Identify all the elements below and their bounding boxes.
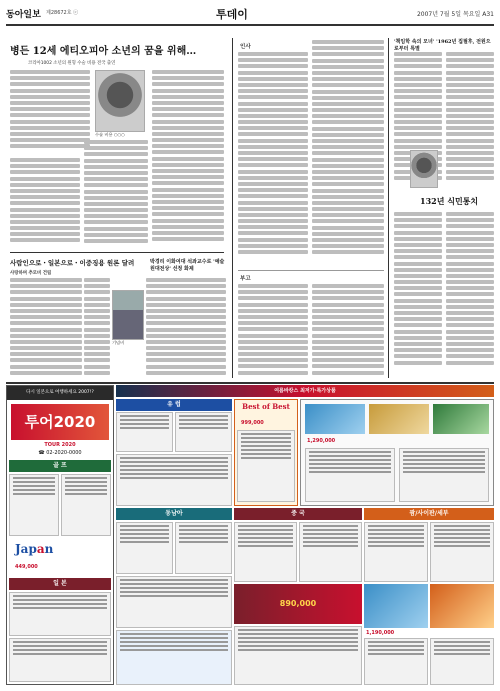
- story2-text-col3: [146, 278, 226, 378]
- guam-beach-photo: [364, 584, 428, 628]
- europe-cell[interactable]: [116, 454, 232, 506]
- city-photo: [369, 404, 429, 434]
- southeast-asia-header: 동남아: [116, 508, 232, 520]
- southeast-cell[interactable]: [116, 630, 232, 685]
- newspaper-logo: 동아일보: [6, 10, 41, 20]
- golf-cell[interactable]: [9, 474, 59, 536]
- guam-cell[interactable]: [364, 638, 428, 685]
- issue-date: 2007년 7월 5일 목요일 A31: [416, 11, 494, 18]
- europe-cell[interactable]: [116, 412, 173, 452]
- story2-text-col1: [10, 278, 82, 378]
- mountain-photo: [433, 404, 489, 434]
- story2-photo-caption: 기념비: [112, 340, 125, 345]
- japan-cell[interactable]: [9, 638, 111, 682]
- essay-col2: [446, 52, 494, 192]
- tour-banner: 다시 일본으로 여행하세요 2007!?: [7, 386, 113, 400]
- southeast-cell[interactable]: [116, 576, 232, 628]
- best-cell[interactable]: [237, 430, 295, 502]
- essay-photo: [410, 150, 438, 188]
- price: 890,000: [279, 599, 317, 608]
- essay-title: '책임학 속의 모녀' '1962년 집필후, 전원으로부터 특별: [394, 39, 491, 52]
- ad-section-rule: [6, 382, 494, 384]
- package-cell[interactable]: [305, 448, 395, 502]
- story1-photo-caption: 수술 비용 ○○○: [95, 132, 125, 137]
- holiday-col1: [394, 212, 442, 378]
- guam-sunset-photo: [430, 584, 494, 628]
- column-divider: [388, 38, 389, 378]
- obituary-col2: [312, 284, 384, 378]
- japan-cell[interactable]: [9, 592, 111, 636]
- guam-cell[interactable]: [430, 638, 494, 685]
- top-strip-banner[interactable]: 여름바캉스 최저가·특가상품: [116, 385, 494, 397]
- guam-saipan-header: 괌/사이판/세부: [364, 508, 494, 520]
- story3-headline: 박경리 이화여대 석좌교수로 '예술원대전상' 선정 화제: [150, 259, 225, 272]
- best-title: Best of Best: [242, 402, 290, 411]
- holiday-title: 132년 식민통치: [420, 196, 479, 206]
- masthead: [6, 6, 494, 26]
- price: 1,190,000: [366, 630, 395, 636]
- japan-header: 일 본: [9, 578, 111, 590]
- china-header: 중 국: [234, 508, 362, 520]
- china-cell[interactable]: [299, 522, 362, 582]
- tour-logo-sub: TOUR 2020: [44, 442, 76, 448]
- section-title: 투데이: [216, 8, 248, 21]
- story1-headline: 병든 12세 에티오피아 소년의 꿈을 위해…: [10, 46, 197, 57]
- divider: [238, 270, 384, 271]
- guam-cell[interactable]: [430, 522, 494, 582]
- japan-logo: Japan: [15, 542, 54, 556]
- golf-header: 골 프: [9, 460, 111, 472]
- price: 449,000: [15, 564, 38, 570]
- story1-text-col2: [10, 158, 80, 248]
- story1-byline: 코리아1002 소년의 원형 수술 비용 전국 출연: [28, 61, 116, 66]
- package-ad[interactable]: [300, 399, 494, 506]
- southeast-cell[interactable]: [116, 522, 173, 574]
- story2-text-col2: [84, 278, 110, 378]
- obituary-col1: [238, 284, 308, 378]
- europe-cell[interactable]: [175, 412, 232, 452]
- price: 999,000: [241, 420, 264, 426]
- china-cell[interactable]: [234, 626, 362, 685]
- obituary-title: 부고: [240, 276, 251, 282]
- story2-subhead: 사랑하며 추모비 건립: [10, 271, 52, 276]
- tour-ad[interactable]: [6, 385, 114, 685]
- story2-photo: [112, 290, 144, 340]
- issue-number: 제28672호 ⓒ: [46, 10, 79, 16]
- southeast-cell[interactable]: [175, 522, 232, 574]
- story1-photo: [95, 70, 145, 132]
- column-divider: [232, 38, 233, 378]
- europe-header: 유 럽: [116, 399, 232, 411]
- story2-headline: 사람인으로・일본으로・이중징용 원론 달려: [10, 259, 135, 267]
- china-promo[interactable]: [234, 584, 362, 624]
- tour-phone: ☎ 02-2020-0000: [38, 450, 82, 456]
- price: 1,290,000: [307, 438, 336, 444]
- guam-cell[interactable]: [364, 522, 428, 582]
- beach-photo: [305, 404, 365, 434]
- holiday-col2: [446, 212, 494, 378]
- best-of-best-ad[interactable]: [234, 399, 298, 506]
- people-title: 인사: [240, 44, 251, 50]
- divider: [10, 252, 224, 253]
- china-cell[interactable]: [234, 522, 297, 582]
- package-cell[interactable]: [399, 448, 489, 502]
- tour-logo: 투어2020: [11, 404, 109, 440]
- golf-cell[interactable]: [61, 474, 111, 536]
- story1-text-col4: [152, 70, 224, 248]
- people-col1: [238, 52, 308, 267]
- story1-text-col3: [84, 140, 148, 248]
- story1-text-col1: [10, 70, 90, 155]
- people-col2: [312, 40, 384, 267]
